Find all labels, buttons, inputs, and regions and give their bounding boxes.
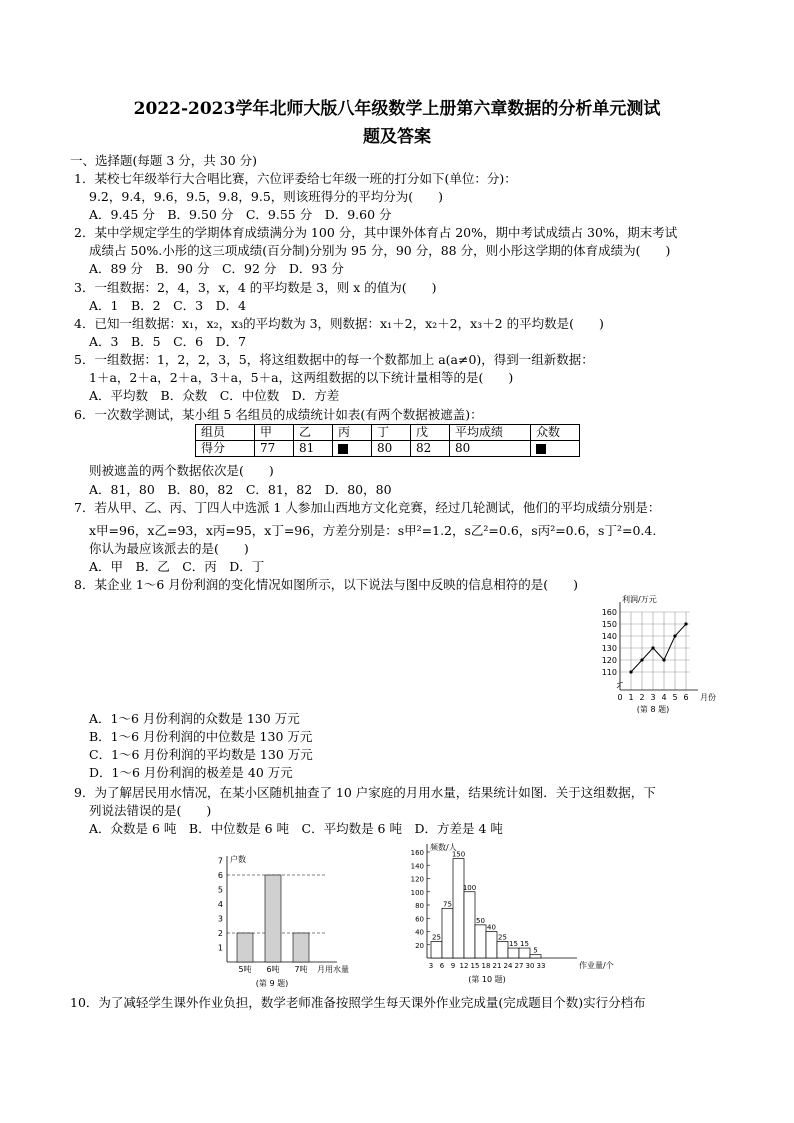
table-header-cell: 戊 [411, 425, 450, 441]
data-point [684, 622, 687, 625]
data-label: 75 [443, 900, 452, 909]
data-label: 150 [451, 850, 466, 859]
x-tick-label: 24 [503, 962, 513, 970]
table-cell: 77 [255, 441, 294, 457]
homework-histogram [395, 840, 625, 990]
q10-stem: 10．为了减轻学生课外作业负担，数学老师准备按照学生每天课外作业完成量(完成题目个数)实行分档布 [70, 995, 646, 1010]
data-label: 5 [533, 946, 538, 955]
water-usage-bar-chart [205, 850, 365, 990]
y-tick-label: 160 [601, 608, 617, 617]
y-tick-label: 160 [410, 849, 424, 857]
y-tick-label: 140 [410, 862, 424, 871]
table-header-cell: 众数 [531, 425, 580, 441]
q8-option-c: C．1～6 月份利润的平均数是 130 万元 [89, 747, 313, 762]
histogram-bar [497, 941, 508, 958]
table-cell-masked [333, 441, 372, 457]
x-tick-label: 33 [536, 962, 546, 970]
y-tick-label: 130 [601, 644, 617, 653]
histogram-bar [464, 892, 475, 958]
histogram-bar [475, 925, 486, 958]
x-tick-label: 15 [470, 962, 480, 970]
data-point [651, 646, 654, 649]
q5-options: A．平均数 B．众数 C．中位数 D．方差 [89, 388, 340, 403]
table-header-cell: 平均成绩 [450, 425, 531, 441]
q7-options: A．甲 B．乙 C．丙 D．丁 [89, 559, 265, 574]
chart-caption: (第 10 题) [468, 975, 506, 984]
doc-title-line2: 题及答案 [363, 127, 431, 147]
profit-line-chart [596, 594, 726, 714]
q6-after-table: 则被遮盖的两个数据依次是( ) [89, 463, 274, 478]
x-tick-label: 5吨 [238, 965, 252, 974]
q8-stem: 8．某企业 1～6 月份利润的变化情况如图所示，以下说法与图中反映的信息相符的是( ) [74, 577, 579, 592]
x-axis-label: 月用水量 [317, 965, 349, 974]
data-label: 25 [498, 933, 507, 942]
q8-option-b: B．1～6 月份利润的中位数是 130 万元 [89, 729, 313, 744]
x-axis-label: 作业量/个 [579, 961, 614, 970]
x-tick-label: 4 [661, 693, 667, 702]
table-cell: 80 [372, 441, 411, 457]
q7-stem: 7．若从甲、乙、丙、丁四人中选派 1 人参加山西地方文化竞赛，经过几轮测试，他们的平均成绩分别是： [74, 500, 661, 515]
data-label: 50 [476, 916, 485, 925]
y-tick-label: 1 [217, 943, 223, 953]
data-point [629, 670, 632, 673]
doc-title-line1: 2022-2023学年北师大版八年级数学上册第六章数据的分析单元测试 [133, 99, 661, 119]
q4-stem: 4．已知一组数据：x₁，x₂，x₃的平均数为 3，则数据：x₁＋2，x₂＋2，x₃＋2 的平均数是( ) [74, 316, 604, 331]
mask-block-icon [338, 444, 348, 454]
table-header-cell: 乙 [294, 425, 333, 441]
q2-stem: 2．某中学规定学生的学期体育成绩满分为 100 分，其中课外体育占 20%，期中考试成绩占 30%，期末考试 [74, 225, 678, 240]
chart-caption: (第 9 题) [255, 979, 289, 988]
q9-stem: 9．为了解居民用水情况，在某小区随机抽查了 10 户家庭的月用水量，结果统计如图．关于这组数据，下 [74, 785, 656, 800]
x-tick-label: 6 [683, 693, 689, 702]
x-tick-label: 30 [525, 962, 535, 970]
table-row [196, 441, 580, 457]
q7-data: x甲=96，x乙=93，x丙=95，x丁=96，方差分别是：s甲²=1.2，s乙²=0.6，s丙²=0.6，s丁²=0.4. [89, 523, 657, 538]
histogram-bar [486, 932, 497, 959]
table-cell-masked [531, 441, 580, 457]
histogram-bar [530, 955, 541, 958]
x-tick-label: 27 [514, 962, 524, 970]
data-point [662, 658, 665, 661]
y-tick-label: 3 [217, 914, 223, 924]
histogram-bar [431, 941, 442, 958]
q9-options: A．众数是 6 吨 B．中位数是 6 吨 C．平均数是 6 吨 D．方差是 4 吨 [89, 821, 503, 836]
y-tick-label: 120 [410, 875, 424, 884]
q1-options: A．9.45 分 B．9.50 分 C．9.55 分 D．9.60 分 [89, 207, 392, 222]
x-tick-label: 3 [650, 693, 656, 702]
y-tick-label: 80 [415, 902, 424, 910]
x-tick-label: 12 [459, 962, 469, 970]
table-cell: 82 [411, 441, 450, 457]
q3-stem: 3．一组数据：2，4，3，x，4 的平均数是 3，则 x 的值为( ) [74, 280, 437, 295]
q8-option-d: D．1～6 月份利润的极差是 40 万元 [89, 765, 293, 780]
y-tick-label: 5 [217, 885, 223, 895]
q5-stem-cont: 1＋a，2＋a，2＋a，3＋a，5＋a，这两组数据的以下统计量相等的是( ) [89, 370, 514, 385]
x-tick-label: 3 [428, 962, 434, 970]
y-tick-label: 120 [601, 656, 617, 665]
score-table [195, 424, 580, 457]
data-label: 40 [487, 923, 496, 932]
table-header-row [196, 425, 580, 441]
histogram-bar [519, 948, 530, 958]
x-axis-label: 月份 [700, 693, 716, 702]
q2-options: A．89 分 B．90 分 C．92 分 D．93 分 [89, 261, 344, 276]
q6-options: A．81，80 B．80，82 C．81，82 D．80，80 [89, 482, 392, 497]
x-tick-label: 9 [450, 962, 456, 970]
bar [293, 933, 309, 962]
x-tick-label: 2 [639, 693, 645, 702]
data-label: 15 [520, 940, 529, 949]
table-header-cell: 甲 [255, 425, 294, 441]
x-tick-label: 6吨 [266, 965, 280, 974]
y-tick-label: 100 [410, 888, 424, 897]
histogram-bar [453, 859, 464, 958]
x-tick-label: 0 [617, 693, 623, 702]
q8-option-a: A．1～6 月份利润的众数是 130 万元 [89, 711, 300, 726]
table-header-cell: 丙 [333, 425, 372, 441]
bar [265, 875, 281, 962]
y-tick-label: 140 [601, 632, 617, 641]
y-tick-label: 2 [217, 929, 223, 938]
x-tick-label: 7吨 [294, 965, 308, 974]
table-cell: 81 [294, 441, 333, 457]
data-label: 25 [432, 933, 441, 942]
section-heading: 一、选择题(每题 3 分，共 30 分) [70, 153, 258, 168]
y-tick-label: 20 [415, 941, 424, 950]
y-tick-label: 7 [217, 856, 223, 866]
y-axis-label: 频数/人 [430, 843, 457, 852]
bar [237, 933, 253, 962]
y-axis-label: 利润/万元 [622, 595, 657, 604]
histogram-bar [442, 908, 453, 958]
q1-data: 9.2，9.4，9.6，9.5，9.8，9.5，则该班得分的平均分为( ) [89, 189, 444, 204]
mask-block-icon [536, 444, 546, 454]
q9-stem-cont: 列说法错误的是( ) [89, 803, 212, 818]
table-header-cell: 丁 [372, 425, 411, 441]
x-tick-label: 5 [672, 693, 678, 702]
y-tick-label: 110 [601, 668, 617, 677]
q1-stem: 1．某校七年级举行大合唱比赛，六位评委给七年级一班的打分如下(单位：分)： [74, 171, 517, 186]
y-tick-label: 40 [415, 928, 424, 937]
q7-ask: 你认为最应该派去的是( ) [89, 541, 249, 556]
x-tick-label: 21 [492, 962, 502, 970]
q3-options: A．1 B．2 C．3 D．4 [89, 298, 247, 313]
y-tick-label: 6 [217, 871, 223, 880]
data-label: 15 [509, 940, 518, 949]
x-tick-label: 6 [439, 962, 445, 970]
q5-stem: 5．一组数据：1，2，2，3，5，将这组数据中的每一个数都加上 a(a≠0)，得到一组新数据： [74, 352, 594, 367]
q2-stem-cont: 成绩占 50%.小彤的这三项成绩(百分制)分别为 95 分，90 分，88 分，则小彤这学期的体育成绩为( ) [89, 243, 671, 258]
table-header-cell: 组员 [196, 425, 255, 441]
data-point [673, 634, 676, 637]
x-tick-label: 18 [481, 962, 491, 970]
table-cell: 80 [450, 441, 531, 457]
q4-options: A．3 B．5 C．6 D．7 [89, 334, 247, 349]
y-axis-label: 户数 [230, 855, 246, 864]
y-tick-label: 60 [415, 915, 424, 924]
x-tick-label: 1 [628, 693, 634, 702]
data-label: 100 [462, 883, 477, 892]
data-point [640, 658, 643, 661]
q6-stem: 6．一次数学测试，某小组 5 名组员的成绩统计如表(有两个数据被遮盖)： [74, 407, 483, 422]
table-cell: 得分 [196, 441, 255, 457]
chart-caption: (第 8 题) [636, 705, 670, 714]
y-tick-label: 4 [217, 900, 223, 909]
histogram-bar [508, 948, 519, 958]
y-tick-label: 150 [601, 620, 617, 629]
